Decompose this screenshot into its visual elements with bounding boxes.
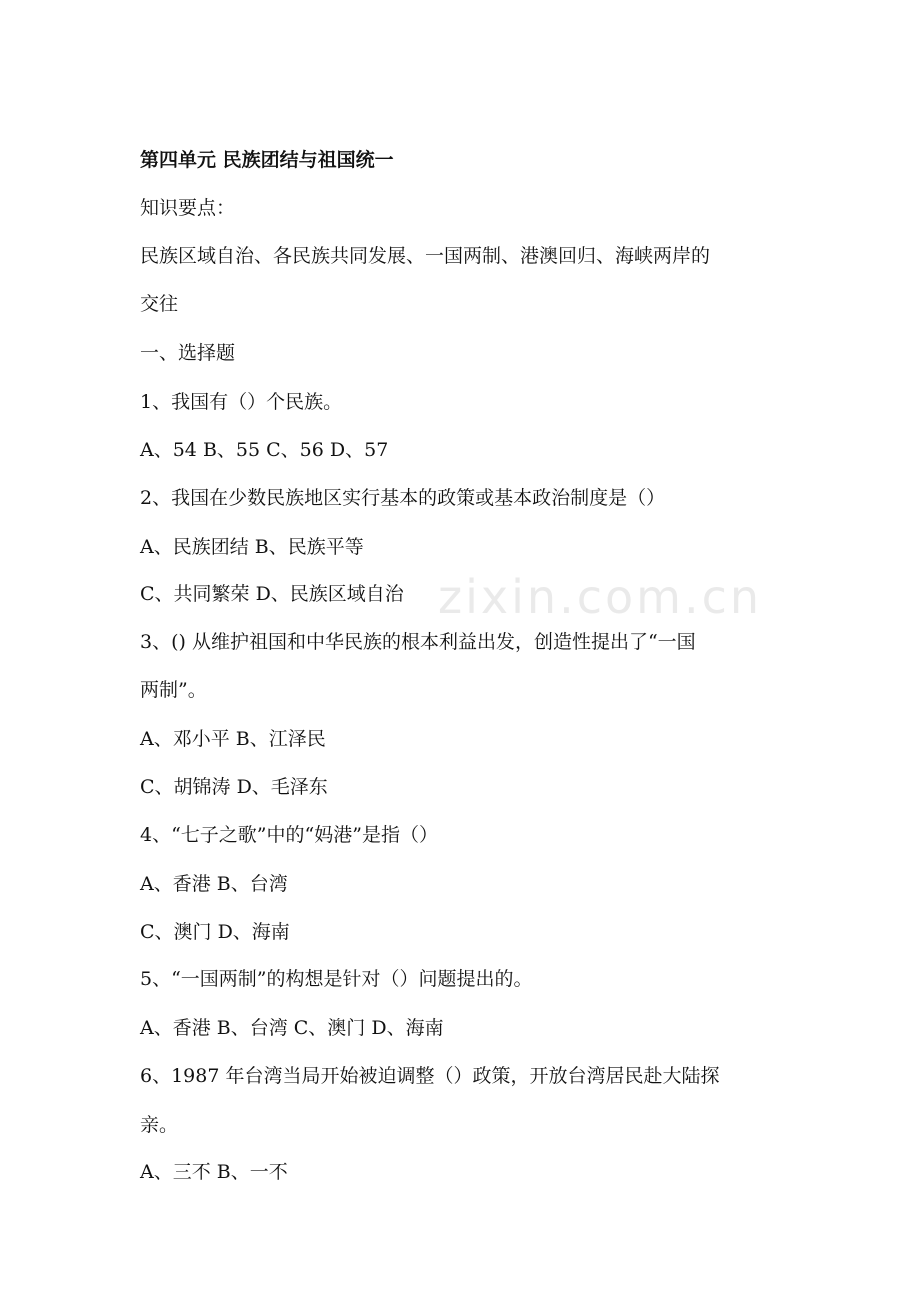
question-1-options: A、54 B、55 C、56 D、57 — [140, 439, 389, 461]
unit-title: 第四单元 民族团结与祖国统一 — [140, 149, 394, 171]
text-line: 民族区域自治、各民族共同发展、一国两制、港澳回归、海峡两岸的 — [140, 245, 711, 267]
question-4-options: C、澳门 D、海南 — [140, 921, 290, 943]
question-1: 1、我国有（）个民族。 — [140, 391, 343, 413]
question-4: 4、“七子之歌”中的“妈港”是指（） — [140, 824, 438, 846]
question-3: 3、() 从维护祖国和中华民族的根本利益出发，创造性提出了“一国 — [140, 631, 696, 653]
watermark: zixin.com.cn — [438, 570, 763, 624]
question-5-options: A、香港 B、台湾 C、澳门 D、海南 — [140, 1017, 444, 1039]
question-4-options: A、香港 B、台湾 — [140, 873, 288, 895]
question-2-options: C、共同繁荣 D、民族区域自治 — [140, 583, 404, 605]
text-line: 知识要点： — [140, 197, 236, 219]
question-3-options: C、胡锦涛 D、毛泽东 — [140, 776, 328, 798]
question-6: 6、1987 年台湾当局开始被迫调整（）政策，开放台湾居民赴大陆探 — [140, 1065, 720, 1087]
question-6-cont: 亲。 — [140, 1114, 179, 1136]
question-6-options: A、三不 B、一不 — [140, 1161, 288, 1183]
text-line: 交往 — [140, 293, 179, 315]
question-3-cont: 两制”。 — [140, 679, 207, 701]
question-2: 2、我国在少数民族地区实行基本的政策或基本政治制度是（） — [140, 487, 666, 509]
question-2-options: A、民族团结 B、民族平等 — [140, 536, 364, 558]
question-3-options: A、邓小平 B、江泽民 — [140, 728, 326, 750]
section-heading: 一、选择题 — [140, 342, 236, 364]
question-5: 5、“一国两制”的构想是针对（）问题提出的。 — [140, 968, 533, 990]
